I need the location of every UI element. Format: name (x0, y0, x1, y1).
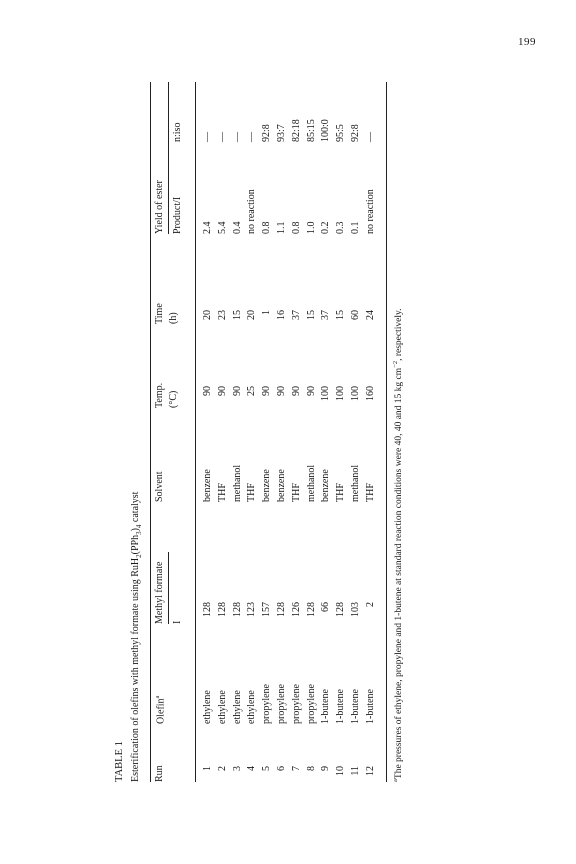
rotated-table-block (110, 82, 430, 782)
cell-run: 9 (320, 766, 332, 771)
cell-run: 11 (350, 766, 361, 776)
title-end: ) (130, 528, 141, 532)
footnote-mark: a (392, 779, 399, 782)
cell-yield: no reaction (246, 189, 258, 234)
cell-niso: — (246, 132, 258, 142)
header-temp: Temp. (154, 382, 165, 408)
cell-solvent: methanol (350, 464, 361, 502)
table-label: TABLE 1 (114, 741, 125, 782)
cell-mf: 157 (261, 602, 273, 617)
cell-time: 37 (320, 310, 332, 320)
cell-yield: 0.1 (350, 221, 361, 234)
cell-solvent: methanol (231, 464, 243, 502)
cell-olefin: 1-butene (320, 689, 332, 724)
cell-mf: 126 (290, 602, 302, 617)
cell-temp: 100 (335, 386, 347, 401)
header-time: Time (154, 303, 165, 324)
cell-olefin: ethylene (246, 690, 258, 724)
cell-solvent: THF (335, 483, 347, 502)
title-sub-1: 2 (135, 554, 143, 558)
header-niso: n:iso (172, 122, 183, 142)
cell-solvent: THF (216, 483, 228, 502)
header-temp-unit: (°C) (168, 390, 179, 408)
page-number: 199 (518, 36, 536, 48)
cell-temp: 160 (364, 386, 376, 401)
cell-niso: 92:8 (350, 124, 361, 142)
cell-time: 20 (246, 310, 258, 320)
cell-solvent: benzene (261, 469, 273, 502)
footnote-suffix: , respectively. (394, 308, 405, 361)
cell-olefin: ethylene (216, 690, 228, 724)
cell-olefin: ethylene (231, 690, 243, 724)
cell-olefin: 1-butene (364, 689, 376, 724)
cell-mf: 128 (216, 602, 228, 617)
cell-yield: 0.2 (320, 221, 332, 234)
cell-time: 20 (202, 310, 213, 320)
cell-temp: 90 (202, 386, 213, 396)
cell-temp: 90 (216, 386, 228, 396)
title-sub-2: 3 (135, 531, 143, 535)
cell-niso: 93:7 (276, 124, 287, 142)
header-yield: Yield of ester (154, 180, 165, 234)
cell-mf: 128 (202, 602, 213, 617)
cell-mf: 123 (246, 602, 258, 617)
table-header-rule (195, 82, 196, 782)
cell-olefin: propylene (290, 684, 302, 724)
cell-temp: 90 (261, 386, 273, 396)
header-methyl-formate: Methyl formate (154, 561, 165, 624)
cell-time: 15 (335, 310, 347, 320)
cell-time: 60 (350, 310, 361, 320)
cell-run: 5 (261, 766, 273, 771)
cell-yield: 0.4 (231, 221, 243, 234)
footnote-text: The pressures of ethylene, propylene and 1-butene at standard reaction conditions were 40, 40 and 15 kg cm (394, 367, 405, 780)
cell-niso: — (216, 132, 228, 142)
cell-temp: 90 (290, 386, 302, 396)
cell-olefin: 1-butene (335, 689, 347, 724)
footnote-exponent: −2 (392, 360, 399, 368)
cell-solvent: benzene (202, 469, 213, 502)
cell-temp: 100 (320, 386, 332, 401)
cell-niso: 85:15 (305, 119, 317, 142)
title-prefix: Esterification of olefins with methyl formate using RuH (130, 557, 141, 782)
table-title (130, 492, 143, 782)
cell-yield: 0.8 (261, 221, 273, 234)
cell-mf: 66 (320, 602, 332, 612)
cell-solvent: THF (290, 483, 302, 502)
cell-time: 37 (290, 310, 302, 320)
title-sub-3: 4 (135, 524, 143, 529)
header-run: Run (154, 765, 165, 782)
header-olefin-mark: a (154, 695, 161, 699)
cell-yield: no reaction (364, 189, 376, 234)
cell-niso: — (202, 132, 213, 142)
cell-niso: 92:8 (261, 124, 273, 142)
cell-run: 1 (202, 766, 213, 771)
cell-niso: 82:18 (290, 119, 302, 142)
cell-olefin: propylene (276, 684, 287, 724)
cell-yield: 5.4 (216, 221, 228, 234)
cell-run: 2 (216, 766, 228, 771)
header-olefin (154, 696, 166, 724)
cell-solvent: benzene (320, 469, 332, 502)
cell-mf: 128 (335, 602, 347, 617)
yield-rule (168, 82, 169, 234)
cell-olefin: 1-butene (350, 689, 361, 724)
cell-run: 3 (231, 766, 243, 771)
table-bottom-rule (386, 82, 387, 782)
cell-run: 12 (364, 766, 376, 776)
cell-time: 23 (216, 310, 228, 320)
cell-mf: 128 (231, 602, 243, 617)
cell-run: 7 (290, 766, 302, 771)
cell-niso: — (231, 132, 243, 142)
header-olefin-text: Olefin (155, 698, 167, 724)
cell-yield: 2.4 (202, 221, 213, 234)
cell-solvent: benzene (276, 469, 287, 502)
title-suffix: catalyst (130, 491, 141, 525)
header-yield-sub: Product/I (172, 196, 183, 234)
cell-run: 6 (276, 766, 287, 771)
cell-temp: 100 (350, 386, 361, 401)
cell-temp: 25 (246, 386, 258, 396)
header-time-unit: (h) (168, 312, 179, 324)
cell-mf: 128 (276, 602, 287, 617)
cell-temp: 90 (231, 386, 243, 396)
cell-time: 15 (231, 310, 243, 320)
cell-niso: — (364, 132, 376, 142)
cell-time: 16 (276, 310, 287, 320)
cell-time: 24 (364, 310, 376, 320)
cell-olefin: propylene (261, 684, 273, 724)
cell-run: 8 (305, 766, 317, 771)
cell-yield: 1.0 (305, 221, 317, 234)
cell-solvent: THF (246, 483, 258, 502)
cell-niso: 100:0 (320, 119, 332, 142)
table-top-rule (150, 82, 151, 782)
methyl-formate-rule (168, 552, 169, 624)
cell-yield: 1.1 (276, 221, 287, 234)
header-solvent: Solvent (154, 471, 165, 502)
table-footnote (392, 309, 404, 783)
cell-solvent: THF (364, 483, 376, 502)
cell-time: 1 (261, 310, 273, 315)
cell-time: 15 (305, 310, 317, 320)
title-mid: (PPh (130, 534, 141, 555)
header-methyl-formate-sub: I (172, 620, 183, 624)
cell-mf: 103 (350, 602, 361, 617)
cell-mf: 2 (364, 602, 376, 607)
cell-temp: 90 (305, 386, 317, 396)
cell-mf: 128 (305, 602, 317, 617)
cell-temp: 90 (276, 386, 287, 396)
cell-solvent: methanol (305, 464, 317, 502)
cell-yield: 0.3 (335, 221, 347, 234)
cell-run: 10 (335, 766, 347, 776)
cell-olefin: propylene (305, 684, 317, 724)
cell-olefin: ethylene (202, 690, 213, 724)
cell-yield: 0.8 (290, 221, 302, 234)
cell-run: 4 (246, 766, 258, 771)
cell-niso: 95:5 (335, 124, 347, 142)
